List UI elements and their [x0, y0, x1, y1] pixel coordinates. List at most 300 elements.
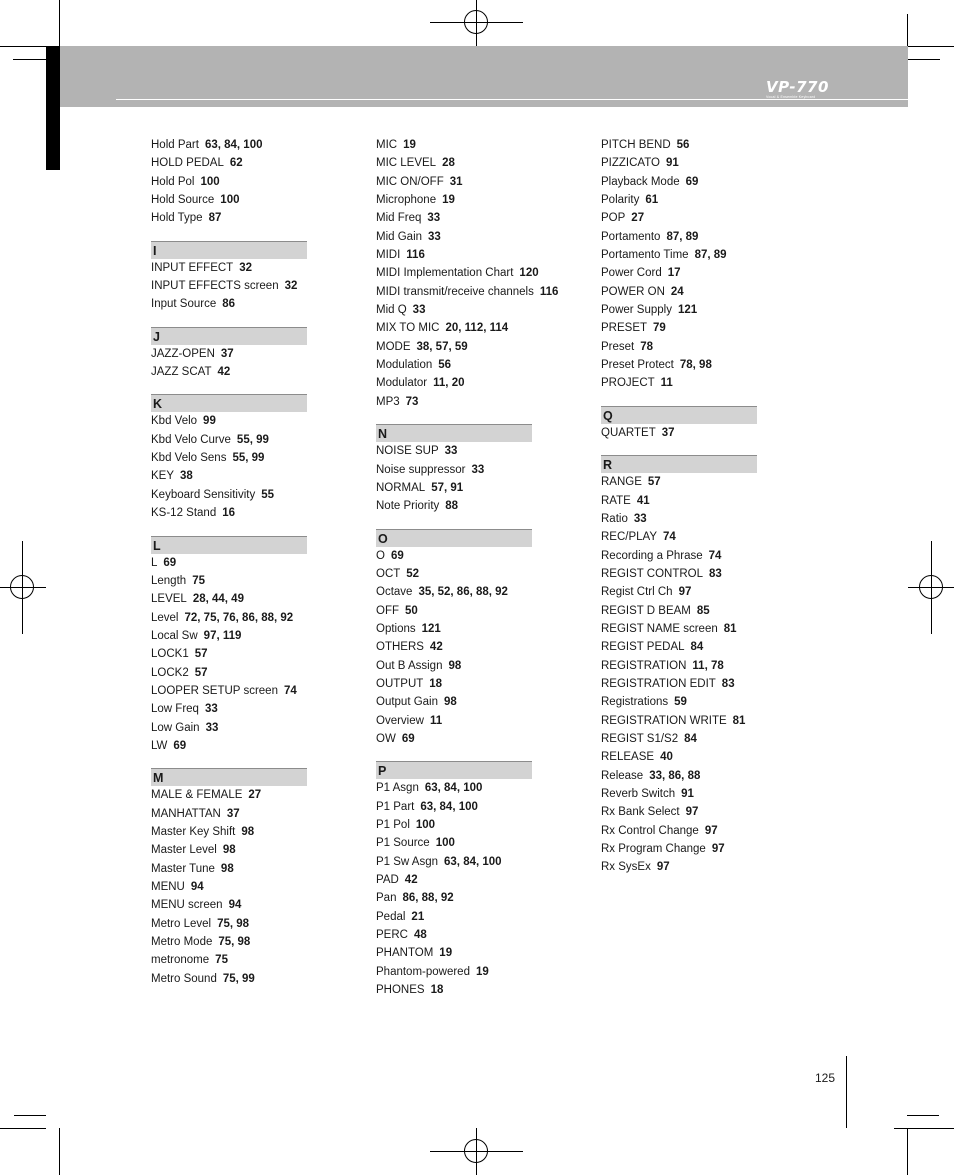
section-letter-heading: O	[376, 529, 532, 547]
index-term: PERC	[376, 929, 408, 942]
page-reference: 42	[217, 366, 231, 379]
page-reference: 74	[663, 531, 676, 544]
index-term: OTHERS	[376, 641, 424, 654]
index-section	[151, 394, 311, 522]
index-term: PIZZICATO	[601, 157, 660, 170]
logo-mark: VP-770	[766, 78, 829, 96]
index-section	[151, 327, 311, 382]
page-reference: 59	[674, 696, 687, 709]
section-letter-heading: Q	[601, 406, 757, 424]
index-term: PITCH BEND	[601, 139, 671, 151]
index-entry	[376, 908, 536, 926]
index-entry	[151, 609, 311, 627]
index-entry	[151, 970, 311, 988]
page-reference: 78, 98	[679, 359, 712, 372]
index-term: Playback Mode	[601, 175, 680, 188]
index-term: Options	[376, 622, 416, 635]
index-entry	[601, 136, 761, 154]
page-reference: 69	[685, 175, 699, 188]
index-entry	[601, 712, 761, 730]
index-term: Polarity	[601, 194, 640, 207]
index-term: Power Supply	[601, 304, 672, 317]
index-term: Registrations	[601, 696, 669, 709]
page-reference: 75, 99	[222, 972, 255, 985]
index-term: Ratio	[601, 512, 628, 525]
index-term: Hold Part	[151, 139, 199, 151]
page-reference: 17	[667, 267, 681, 280]
index-term: MIC	[376, 139, 398, 151]
index-term: OW	[376, 732, 396, 745]
page-reference: 98	[448, 659, 462, 672]
index-term: PRESET	[601, 322, 648, 335]
index-term: LOOPER SETUP screen	[151, 684, 278, 697]
page-reference: 63, 84, 100	[444, 855, 502, 868]
page-reference: 100	[415, 819, 436, 831]
index-term: MP3	[376, 395, 400, 408]
page-reference: 55, 99	[232, 452, 265, 465]
page-reference: 20, 112, 114	[445, 322, 509, 335]
page-reference: 57	[194, 648, 208, 661]
index-entry	[376, 981, 536, 999]
page-reference: 121	[421, 622, 441, 635]
crop-mark	[59, 1128, 60, 1175]
section-letter-heading: M	[151, 768, 307, 786]
section-letter-heading: R	[601, 455, 757, 473]
page-reference: 32	[239, 261, 253, 274]
index-term: P1 Part	[376, 800, 415, 813]
index-entry	[151, 191, 311, 209]
index-term: Modulator	[376, 377, 428, 390]
index-term: Pan	[376, 892, 397, 905]
index-entry	[376, 798, 536, 816]
page-reference: 87, 89	[694, 249, 727, 262]
index-entry	[151, 878, 311, 896]
index-term: MIDI	[376, 249, 401, 262]
index-entry	[376, 602, 536, 620]
page-reference: 75, 98	[218, 936, 251, 949]
index-entry	[601, 602, 761, 620]
index-entry	[376, 283, 559, 301]
index-column-1	[151, 136, 311, 988]
page-reference: 31	[449, 175, 463, 188]
index-entry	[601, 638, 761, 656]
index-term: L	[151, 556, 158, 569]
page-reference: 33	[444, 445, 458, 458]
index-entry	[151, 915, 311, 933]
index-entry	[151, 786, 311, 804]
page-reference: 37	[220, 347, 234, 360]
index-entry	[151, 805, 311, 823]
index-term: Microphone	[376, 194, 437, 207]
page-reference: 121	[677, 304, 698, 317]
page-reference: 19	[475, 965, 489, 978]
index-term: REGIST PEDAL	[601, 641, 685, 654]
index-entry	[151, 627, 311, 645]
index-entry	[601, 246, 761, 264]
page-reference: 91	[681, 788, 694, 800]
index-entry	[376, 264, 539, 282]
page-reference: 32	[284, 280, 298, 293]
index-entry	[376, 853, 536, 871]
index-term: Rx Program Change	[601, 843, 706, 856]
index-entry	[151, 664, 311, 682]
index-term: Master Level	[151, 844, 217, 857]
index-entry	[601, 301, 761, 319]
index-term: OCT	[376, 567, 401, 580]
page-reference: 75	[192, 574, 205, 587]
index-term: Rx Bank Select	[601, 806, 680, 819]
index-term: Local Sw	[151, 629, 198, 642]
page-reference: 100	[435, 837, 455, 850]
index-entry	[376, 319, 536, 337]
index-entry	[151, 951, 311, 969]
index-entry	[601, 657, 761, 675]
page-reference: 57	[194, 666, 208, 679]
page-reference: 38, 57, 59	[416, 340, 468, 353]
index-entry	[151, 345, 311, 363]
index-term: Release	[601, 769, 644, 782]
page-reference: 74	[708, 549, 722, 562]
page-reference: 56	[676, 139, 690, 151]
index-entry	[376, 712, 536, 730]
index-entry	[376, 338, 536, 356]
page-reference: 27	[248, 789, 262, 802]
index-term: Keyboard Sensitivity	[151, 488, 256, 501]
index-term: POP	[601, 212, 626, 225]
index-term: Preset Protect	[601, 359, 674, 372]
page-reference: 86, 88, 92	[402, 892, 454, 905]
index-term: Phantom-powered	[376, 965, 470, 978]
index-entry	[376, 565, 536, 583]
page-reference: 85	[696, 604, 710, 617]
index-section	[376, 529, 536, 749]
index-entry	[151, 486, 311, 504]
page-reference: 120	[519, 267, 539, 280]
index-entry	[151, 700, 311, 718]
page-reference: 42	[404, 874, 418, 887]
index-entry	[601, 583, 761, 601]
index-entry	[376, 442, 536, 460]
page-reference: 33	[205, 721, 219, 734]
index-term: JAZZ SCAT	[151, 366, 212, 379]
page-reference: 78	[640, 340, 654, 353]
index-entry	[151, 841, 311, 859]
page-reference: 21	[411, 910, 425, 923]
crop-mark	[907, 1128, 908, 1175]
page-reference: 33	[204, 703, 218, 716]
index-term: MIX TO MIC	[376, 322, 440, 335]
page-reference: 69	[390, 549, 404, 562]
page-reference: 41	[636, 494, 650, 507]
index-entry	[601, 319, 761, 337]
product-logo	[766, 80, 838, 100]
index-term: REC/PLAY	[601, 531, 658, 544]
page-reference: 84	[690, 641, 704, 654]
index-section	[601, 455, 761, 877]
crop-mark	[14, 1115, 46, 1116]
page-reference: 11, 78	[692, 659, 724, 672]
index-entry	[151, 590, 311, 608]
section-letter-heading: K	[151, 394, 307, 412]
index-entry	[151, 645, 311, 663]
page-reference: 88	[445, 500, 459, 513]
index-term: metronome	[151, 954, 210, 967]
index-term: KEY	[151, 470, 175, 483]
index-entry	[151, 449, 311, 467]
index-entry	[376, 246, 536, 264]
index-term: Metro Sound	[151, 972, 217, 985]
index-entry	[601, 510, 761, 528]
page-reference: 87, 89	[666, 230, 699, 243]
index-term: P1 Source	[376, 837, 430, 850]
section-letter-heading: I	[151, 241, 307, 259]
index-term: LW	[151, 739, 168, 752]
index-entry	[376, 356, 536, 374]
page-reference: 33	[427, 212, 441, 225]
page-reference: 72, 75, 76, 86, 88, 92	[184, 611, 294, 624]
index-term: POWER ON	[601, 285, 665, 298]
index-term: INPUT EFFECT	[151, 261, 234, 274]
page-reference: 37	[661, 426, 675, 439]
index-entry	[601, 528, 761, 546]
index-term: REGIST CONTROL	[601, 567, 704, 580]
page-number: 125	[815, 1071, 836, 1085]
index-term: P1 Asgn	[376, 782, 419, 795]
crop-mark	[907, 59, 940, 60]
page-reference: 84	[684, 732, 697, 745]
registration-target-icon	[10, 575, 34, 599]
index-entry	[601, 356, 761, 374]
index-entry	[376, 889, 536, 907]
index-term: REGIST D BEAM	[601, 604, 691, 617]
page-reference: 97	[678, 586, 692, 599]
index-section	[376, 761, 536, 999]
index-entry	[376, 374, 536, 392]
registration-target-icon	[464, 10, 488, 34]
page-reference: 50	[405, 604, 418, 617]
index-entry	[601, 492, 761, 510]
index-term: MIC LEVEL	[376, 157, 437, 170]
page-reference: 18	[429, 677, 443, 690]
page-reference: 83	[721, 677, 735, 690]
logo-subtext: Vocal & Ensemble Keyboard	[766, 95, 816, 99]
index-term: MIC ON/OFF	[376, 175, 444, 188]
index-term: LOCK2	[151, 666, 189, 679]
index-term: LOCK1	[151, 648, 189, 661]
index-term: Output Gain	[376, 696, 439, 709]
index-entry	[151, 209, 311, 227]
page-reference: 87	[208, 212, 222, 225]
index-entry	[601, 675, 761, 693]
index-entry	[601, 374, 761, 392]
index-entry	[601, 338, 761, 356]
page-reference: 33	[412, 304, 426, 317]
index-term: Portamento	[601, 230, 661, 243]
index-entry	[151, 154, 311, 172]
index-entry	[151, 719, 311, 737]
index-term: REGIST S1/S2	[601, 732, 679, 745]
crop-mark	[0, 46, 46, 47]
index-entry	[376, 730, 536, 748]
index-section	[376, 136, 559, 411]
index-term: NOISE SUP	[376, 445, 439, 458]
index-term: Kbd Velo	[151, 415, 198, 428]
page-reference: 18	[430, 984, 444, 997]
section-letter-heading: L	[151, 536, 307, 554]
index-term: MALE & FEMALE	[151, 789, 243, 802]
page-reference: 97	[704, 824, 718, 837]
index-term: Recording a Phrase	[601, 549, 703, 562]
index-term: Reverb Switch	[601, 788, 676, 800]
index-term: Mid Freq	[376, 212, 422, 225]
index-term: MODE	[376, 340, 411, 353]
index-section	[601, 136, 761, 393]
index-entry	[601, 173, 761, 191]
index-entry	[601, 424, 761, 442]
index-term: Note Priority	[376, 500, 440, 513]
index-term: PROJECT	[601, 377, 655, 390]
page-reference: 28, 44, 49	[192, 593, 244, 606]
index-entry	[601, 565, 761, 583]
index-entry	[376, 173, 536, 191]
index-entry	[601, 785, 761, 803]
index-entry	[376, 191, 536, 209]
index-entry	[601, 264, 761, 282]
index-term: Mid Gain	[376, 230, 423, 243]
index-entry	[601, 693, 761, 711]
index-column-3	[601, 136, 761, 877]
index-entry	[151, 431, 311, 449]
index-entry	[601, 767, 761, 785]
index-entry	[601, 191, 761, 209]
page-reference: 116	[406, 249, 425, 262]
index-term: Kbd Velo Sens	[151, 452, 227, 465]
page-reference: 100	[200, 175, 220, 188]
index-entry	[151, 896, 311, 914]
page-reference: 19	[439, 947, 453, 960]
index-entry	[376, 779, 536, 797]
index-column-2	[376, 136, 559, 999]
index-term: Hold Pol	[151, 175, 195, 188]
page-reference: 33	[633, 512, 647, 525]
page-reference: 63, 84, 100	[424, 782, 483, 795]
page-reference: 57	[647, 476, 661, 489]
index-section	[601, 406, 761, 442]
page-reference: 27	[631, 212, 645, 225]
index-entry	[601, 283, 761, 301]
page-reference: 83	[709, 567, 722, 580]
index-entry	[151, 554, 311, 572]
index-term: PAD	[376, 874, 399, 887]
index-term: REGISTRATION WRITE	[601, 714, 727, 727]
index-entry	[151, 737, 311, 755]
page-reference: 38	[180, 470, 193, 483]
index-term: MANHATTAN	[151, 807, 221, 820]
index-entry	[376, 154, 536, 172]
page-reference: 63, 84, 100	[204, 139, 263, 151]
index-term: MENU screen	[151, 899, 223, 912]
index-term: Low Gain	[151, 721, 200, 734]
index-term: Rx Control Change	[601, 824, 699, 837]
index-term: Portamento Time	[601, 249, 689, 262]
index-entry	[376, 583, 536, 601]
index-entry	[376, 834, 536, 852]
page-reference: 99	[203, 415, 216, 428]
page-reference: 61	[645, 194, 659, 207]
page-reference: 52	[406, 567, 420, 580]
index-entry	[376, 963, 536, 981]
page-reference: 75, 98	[217, 917, 250, 930]
page-reference: 11	[429, 714, 443, 727]
page-reference: 69	[401, 732, 415, 745]
crop-mark	[0, 1128, 46, 1129]
page-reference: 11, 20	[433, 377, 465, 390]
index-term: Regist Ctrl Ch	[601, 586, 673, 599]
page-reference: 97, 119	[203, 629, 242, 642]
index-entry	[376, 816, 536, 834]
index-entry	[151, 860, 311, 878]
crop-mark	[59, 0, 60, 46]
index-term: O	[376, 549, 385, 562]
index-term: LEVEL	[151, 593, 187, 606]
index-entry	[151, 295, 311, 313]
page-reference: 94	[190, 881, 204, 893]
index-term: Input Source	[151, 298, 217, 311]
page-reference: 81	[723, 622, 737, 635]
index-term: REGISTRATION EDIT	[601, 677, 716, 690]
crop-mark	[907, 14, 908, 46]
index-entry	[151, 277, 311, 295]
page-reference: 55	[261, 488, 274, 501]
index-term: INPUT EFFECTS screen	[151, 280, 279, 293]
page-reference: 69	[163, 556, 177, 569]
index-term: MIDI transmit/receive channels	[376, 285, 534, 298]
page-reference: 35, 52, 86, 88, 92	[418, 586, 508, 599]
index-section	[151, 536, 311, 756]
index-term: P1 Sw Asgn	[376, 855, 439, 868]
index-term: Modulation	[376, 359, 433, 372]
index-term: Master Key Shift	[151, 825, 236, 838]
page-reference: 37	[226, 807, 240, 820]
index-section	[376, 424, 536, 515]
index-term: Hold Source	[151, 194, 215, 207]
section-letter-heading: J	[151, 327, 307, 345]
index-entry	[151, 259, 311, 277]
index-term: JAZZ-OPEN	[151, 347, 215, 360]
index-entry	[151, 412, 311, 430]
index-entry	[376, 461, 536, 479]
index-entry	[376, 209, 536, 227]
page-reference: 98	[444, 696, 457, 709]
index-term: KS-12 Stand	[151, 507, 217, 520]
index-entry	[376, 479, 536, 497]
index-term: PHANTOM	[376, 947, 434, 960]
side-tab	[46, 46, 60, 170]
page-reference: 33	[471, 463, 485, 476]
index-term: REGIST NAME screen	[601, 622, 718, 635]
index-term: NORMAL	[376, 481, 426, 494]
page-reference: 79	[653, 322, 666, 335]
index-term: Metro Level	[151, 917, 212, 930]
index-entry	[151, 933, 311, 951]
index-entry	[151, 467, 311, 485]
page-reference: 63, 84, 100	[420, 800, 478, 813]
index-entry	[601, 858, 761, 876]
index-entry	[376, 871, 536, 889]
index-entry	[601, 730, 761, 748]
page-reference: 97	[685, 806, 699, 819]
page-reference: 116	[539, 285, 559, 298]
